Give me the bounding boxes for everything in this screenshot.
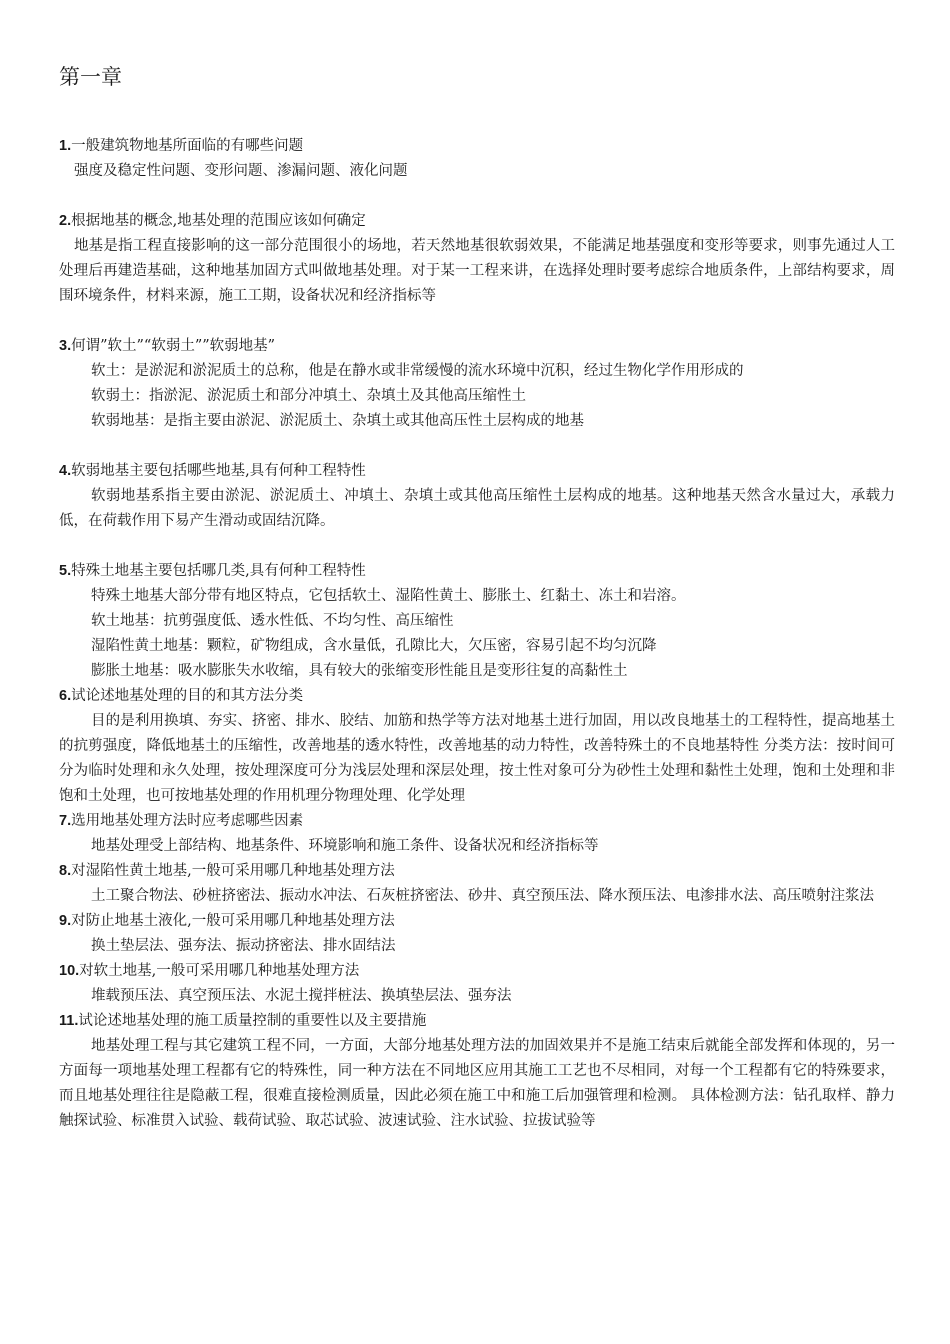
question-6 [59,684,895,809]
spacer [59,309,895,334]
answer-paragraph: 软土：是淤泥和淤泥质土的总称，他是在静水或非常缓慢的流水环境中沉积，经过生物化学作用形成的 [91,363,744,379]
spacer [59,534,895,559]
question-2 [59,209,895,309]
question-number: 8. [59,863,72,879]
answer-paragraph: 软弱地基：是指主要由淤泥、淤泥质土、杂填土或其他高压性土层构成的地基 [91,413,584,429]
answer-paragraph: 软土地基：抗剪强度低、透水性低、不均匀性、高压缩性 [91,613,454,629]
answer-paragraph: 膨胀土地基：吸水膨胀失水收缩，具有较大的张缩变形性能且是变形往复的高黏性土 [91,663,628,679]
answer-paragraph: 软弱土：指淤泥、淤泥质土和部分冲填土、杂填土及其他高压缩性土 [91,388,526,404]
spacer [59,184,895,209]
question-title [59,684,895,709]
answer-paragraph: 地基处理工程与其它建筑工程不同，一方面，大部分地基处理方法的加固效果并不是施工结束后就能全部发挥和体现的，另一方面每一项地基处理工程都有它的特殊性，同一种方法在不同地区应用其施工工艺也不尽相同，对每一个工程都有它的特殊要求，而且地基处理往往是隐蔽工程，很难直接检测质量，因此必须在施工中和施工后加强管理和检测。 具体检测方法：钻孔取样、静力触探试验、标准贯入试验、载荷试验、取芯试验、波速试验、注水试验、拉拔试验等 [59,1038,895,1129]
question-title [59,959,895,984]
question-number: 10. [59,963,80,979]
question-text: 对湿陷性黄土地基,一般可采用哪几种地基处理方法 [71,863,395,879]
answer-paragraph: 特殊土地基大部分带有地区特点，它包括软土、湿陷性黄土、膨胀土、红黏土、冻土和岩溶。 [91,588,686,604]
question-text: 特殊土地基主要包括哪几类,具有何种工程特性 [71,563,366,579]
question-title [59,809,895,834]
answer-paragraph: 换土垫层法、强夯法、振动挤密法、排水固结法 [91,938,396,954]
question-title [59,1009,895,1034]
question-title [59,334,895,359]
question-10 [59,959,895,1009]
question-number: 1. [59,138,72,154]
question-title [59,859,895,884]
question-title [59,559,895,584]
question-text: 选用地基处理方法时应考虑哪些因素 [71,813,304,829]
question-1 [59,134,895,184]
question-4 [59,459,895,534]
document-page [59,62,895,1134]
question-number: 2. [59,213,72,229]
question-title [59,209,895,234]
question-number: 3. [59,338,72,354]
question-text: 试论述地基处理的施工质量控制的重要性以及主要措施 [78,1013,427,1029]
question-text: 对软土地基,一般可采用哪几种地基处理方法 [79,963,360,979]
question-text: 根据地基的概念,地基处理的范围应该如何确定 [71,213,366,229]
question-number: 6. [59,688,72,704]
question-text: 何谓”软土”“软弱土””软弱地基” [71,338,276,354]
answer-paragraph: 地基处理受上部结构、地基条件、环境影响和施工条件、设备状况和经济指标等 [91,838,599,854]
question-title [59,134,895,159]
answer-paragraph: 强度及稳定性问题、变形问题、渗漏问题、液化问题 [74,163,408,179]
answer-paragraph: 软弱地基系指主要由淤泥、淤泥质土、冲填土、杂填土或其他高压缩性土层构成的地基。这种地基天然含水量过大，承载力低，在荷载作用下易产生滑动或固结沉降。 [59,488,895,529]
question-title [59,909,895,934]
question-title [59,459,895,484]
question-number: 4. [59,463,72,479]
question-5 [59,559,895,684]
answer-paragraph: 土工聚合物法、砂桩挤密法、振动水冲法、石灰桩挤密法、砂井、真空预压法、降水预压法、电渗排水法、高压喷射注浆法 [91,888,874,904]
question-3 [59,334,895,434]
answer-paragraph: 堆载预压法、真空预压法、水泥土搅拌桩法、换填垫层法、强夯法 [91,988,512,1004]
answer-paragraph: 湿陷性黄土地基：颗粒，矿物组成，含水量低，孔隙比大，欠压密，容易引起不均匀沉降 [91,638,657,654]
question-11 [59,1009,895,1134]
question-text: 一般建筑物地基所面临的有哪些问题 [71,138,304,154]
chapter-title: 第一章 [59,65,122,89]
question-number: 9. [59,913,72,929]
question-text: 对防止地基土液化,一般可采用哪几种地基处理方法 [71,913,395,929]
question-text: 试论述地基处理的目的和其方法分类 [71,688,304,704]
answer-paragraph: 目的是利用换填、夯实、挤密、排水、胶结、加筋和热学等方法对地基土进行加固，用以改良地基土的工程特性，提高地基土的抗剪强度，降低地基土的压缩性，改善地基的透水特性，改善地基的动力特性，改善特殊土的不良地基特性 分类方法：按时间可分为临时处理和永久处理，按处理深度可分为浅层处理和深层处理，按土性对象可分为砂性土处理和黏性土处理，饱和土处理和非饱和土处理，也可按地基处理的作用机理分物理处理、化学处理 [59,713,895,804]
question-number: 5. [59,563,72,579]
question-9 [59,909,895,959]
answer-paragraph: 地基是指工程直接影响的这一部分范围很小的场地，若天然地基很软弱效果，不能满足地基强度和变形等要求，则事先通过人工处理后再建造基础，这种地基加固方式叫做地基处理。对于某一工程来讲，在选择处理时要考虑综合地质条件，上部结构要求，周围环境条件，材料来源，施工工期，设备状况和经济指标等 [59,238,895,304]
question-text: 软弱地基主要包括哪些地基,具有何种工程特性 [71,463,366,479]
question-8 [59,859,895,909]
question-number: 7. [59,813,72,829]
question-number: 11. [59,1013,79,1029]
spacer [59,434,895,459]
question-7 [59,809,895,859]
